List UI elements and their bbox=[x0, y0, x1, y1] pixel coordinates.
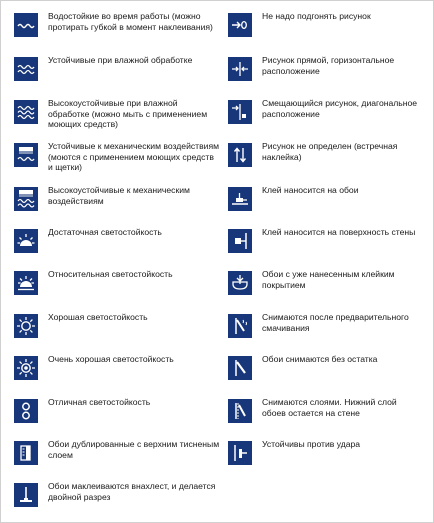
item-label: Снимаются после предварительного смачивания bbox=[262, 312, 409, 333]
sun-full-icon bbox=[14, 356, 38, 380]
list-item bbox=[228, 312, 420, 338]
item-label: Высокоустойчивые к механическим воздействиям bbox=[48, 185, 190, 206]
paste-wallpaper-icon bbox=[228, 187, 252, 211]
item-label: Отличная светостойкость bbox=[48, 397, 151, 407]
item-label: Обои снимаются без остатка bbox=[262, 354, 378, 364]
brush-waves-icon bbox=[14, 187, 38, 211]
sun-outline-icon bbox=[14, 314, 38, 338]
list-item bbox=[228, 11, 420, 37]
item-label: Смещающийся рисунок, диагональное расположение bbox=[262, 98, 418, 119]
list-item bbox=[14, 185, 220, 211]
item-label: Устойчивые при влажной обработке bbox=[48, 55, 193, 65]
half-sun-icon bbox=[14, 229, 38, 253]
list-item bbox=[14, 397, 220, 423]
reverse-hang-icon bbox=[228, 143, 252, 167]
item-label: Высокоустойчивые при влажной обработке (можно мыть с применением моющих средств) bbox=[48, 98, 208, 130]
list-item bbox=[228, 227, 420, 253]
item-label: Обои маклеиваются внахлест, и делается двойной разрез bbox=[48, 481, 216, 502]
embossed-layer-icon bbox=[14, 441, 38, 465]
item-label: Достаточная светостойкость bbox=[48, 227, 162, 237]
list-item bbox=[14, 227, 220, 253]
list-item bbox=[14, 481, 220, 507]
item-label: Снимаются слоями. Нижний слой обоев остается на стене bbox=[262, 397, 397, 418]
list-item bbox=[14, 11, 220, 37]
item-label: Клей наносится на обои bbox=[262, 185, 359, 195]
list-item bbox=[228, 397, 420, 423]
wave-double-icon bbox=[14, 57, 38, 81]
wet-strip-icon bbox=[228, 314, 252, 338]
list-item bbox=[14, 141, 220, 173]
arrow-zero-icon bbox=[228, 13, 252, 37]
list-item bbox=[228, 98, 420, 124]
list-item bbox=[228, 185, 420, 211]
wave-triple-icon bbox=[14, 100, 38, 124]
item-label: Относительная светостойкость bbox=[48, 269, 173, 279]
item-label: Обои дублированные с верхним тисненым слоем bbox=[48, 439, 220, 460]
list-item bbox=[14, 312, 220, 338]
wave-single-icon bbox=[14, 13, 38, 37]
item-label: Очень хорошая светостойкость bbox=[48, 354, 174, 364]
prepasted-icon bbox=[228, 271, 252, 295]
list-item bbox=[228, 439, 420, 465]
paste-wall-icon bbox=[228, 229, 252, 253]
impact-resistant-icon bbox=[228, 441, 252, 465]
dry-strip-icon bbox=[228, 356, 252, 380]
item-label: Клей наносится на поверхность стены bbox=[262, 227, 416, 237]
brush-wave-icon bbox=[14, 143, 38, 167]
sun-half-icon bbox=[14, 271, 38, 295]
list-item bbox=[228, 354, 420, 380]
peelable-icon bbox=[228, 399, 252, 423]
offset-match-icon bbox=[228, 100, 252, 124]
list-item bbox=[14, 269, 220, 295]
item-label: Водостойкие во время работы (можно протирать губкой в момент наклеивания) bbox=[48, 11, 213, 32]
double-circle-icon bbox=[14, 399, 38, 423]
list-item bbox=[14, 439, 220, 465]
list-item bbox=[14, 354, 220, 380]
list-item bbox=[228, 55, 420, 81]
item-label: Не надо подгонять рисунок bbox=[262, 11, 371, 21]
item-label: Обои с уже нанесенным клейким покрытием bbox=[262, 269, 395, 290]
list-item bbox=[14, 98, 220, 130]
list-item bbox=[228, 141, 420, 167]
overlap-cut-icon bbox=[14, 483, 38, 507]
item-label: Устойчивые к механическим воздействиям (моются с применением моющих средств и щетки) bbox=[48, 141, 220, 173]
list-item bbox=[228, 269, 420, 295]
item-label: Хорошая светостойкость bbox=[48, 312, 148, 322]
list-item bbox=[14, 55, 220, 81]
item-label: Устойчивы против удара bbox=[262, 439, 361, 449]
item-label: Рисунок не определен (встречная наклейка) bbox=[262, 141, 398, 162]
item-label: Рисунок прямой, горизонтальное расположение bbox=[262, 55, 395, 76]
straight-match-icon bbox=[228, 57, 252, 81]
